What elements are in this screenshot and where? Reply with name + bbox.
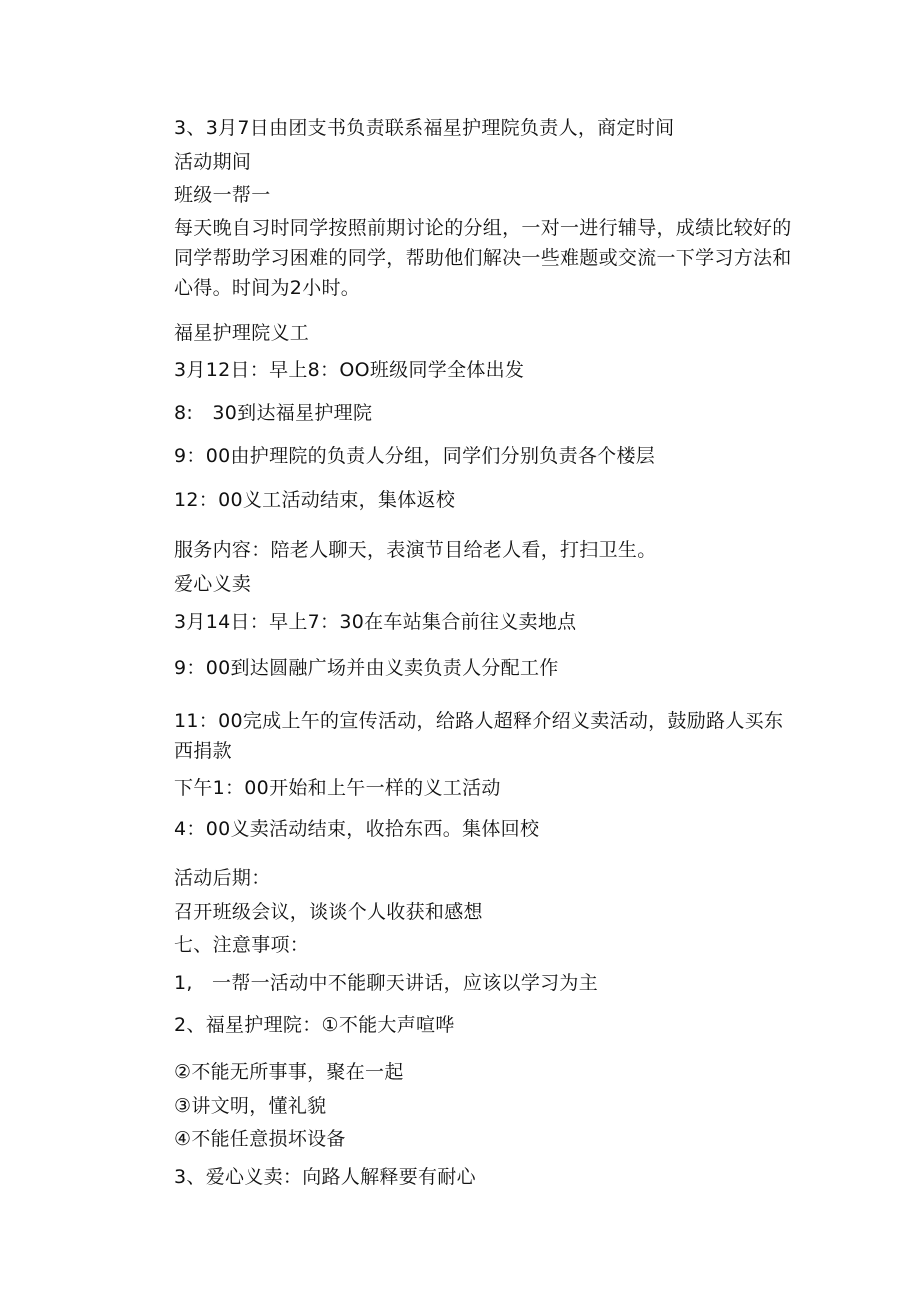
schedule-line-0900: 9：00由护理院的负责人分组，同学们分别负责各个楼层 [174, 445, 656, 467]
schedule-line-1200: 12：00义工活动结束，集体返校 [174, 489, 456, 511]
heading-notes: 七、注意事项： [174, 934, 310, 956]
heading-charity-sale: 爱心义卖 [174, 573, 252, 595]
note-item-2-sub-3: ③讲文明，懂礼貌 [174, 1095, 327, 1117]
schedule-line-0312-depart: 3月12日：早上8：OO班级同学全体出发 [174, 359, 525, 381]
paragraph-help-each-other: 每天晚自习时同学按照前期讨论的分组，一对一进行辅导，成绩比较好的同学帮助学习困难的同学，帮助他们解决一些难题或交流一下学习方法和心得。时间为2小时。 [174, 217, 792, 299]
schedule-line-0314: 3月14日：早上7：30在车站集合前往义卖地点 [174, 611, 577, 633]
note-item-2-sub-4: ④不能任意损坏设备 [174, 1128, 346, 1150]
heading-post-activity: 活动后期： [174, 867, 271, 889]
text-line-meeting: 召开班级会议，谈谈个人收获和感想 [174, 901, 483, 923]
schedule-line-0830: 8: 30到达福星护理院 [174, 402, 373, 424]
heading-during-activity: 活动期间 [174, 151, 252, 173]
service-content-line: 服务内容：陪老人聊天，表演节目给老人看，打扫卫生。 [174, 539, 657, 561]
schedule-line-1600: 4：00义卖活动结束，收拾东西。集体回校 [174, 818, 540, 840]
heading-one-help-one: 班级一帮一 [174, 184, 271, 206]
note-item-2: 2、福星护理院：①不能大声喧哗 [174, 1014, 455, 1036]
paragraph-sale-1100: 11：00完成上午的宣传活动，给路人超释介绍义卖活动，鼓励路人买东西捐款 [174, 710, 784, 762]
note-item-1: 1, 一帮一活动中不能聊天讲话，应该以学习为主 [174, 972, 599, 994]
heading-volunteer: 福星护理院义工 [174, 322, 310, 344]
schedule-line-sale-0900: 9：00到达圆融广场并由义卖负责人分配工作 [174, 657, 559, 679]
note-item-2-sub-2: ②不能无所事事，聚在一起 [174, 1061, 404, 1083]
schedule-line-afternoon: 下午1：00开始和上午一样的义工活动 [174, 777, 501, 799]
note-item-3: 3、爱心义卖：向路人解释要有耐心 [174, 1166, 476, 1188]
text-line-contact: 3、3月7日由团支书负责联系福星护理院负责人，商定时间 [174, 117, 675, 139]
